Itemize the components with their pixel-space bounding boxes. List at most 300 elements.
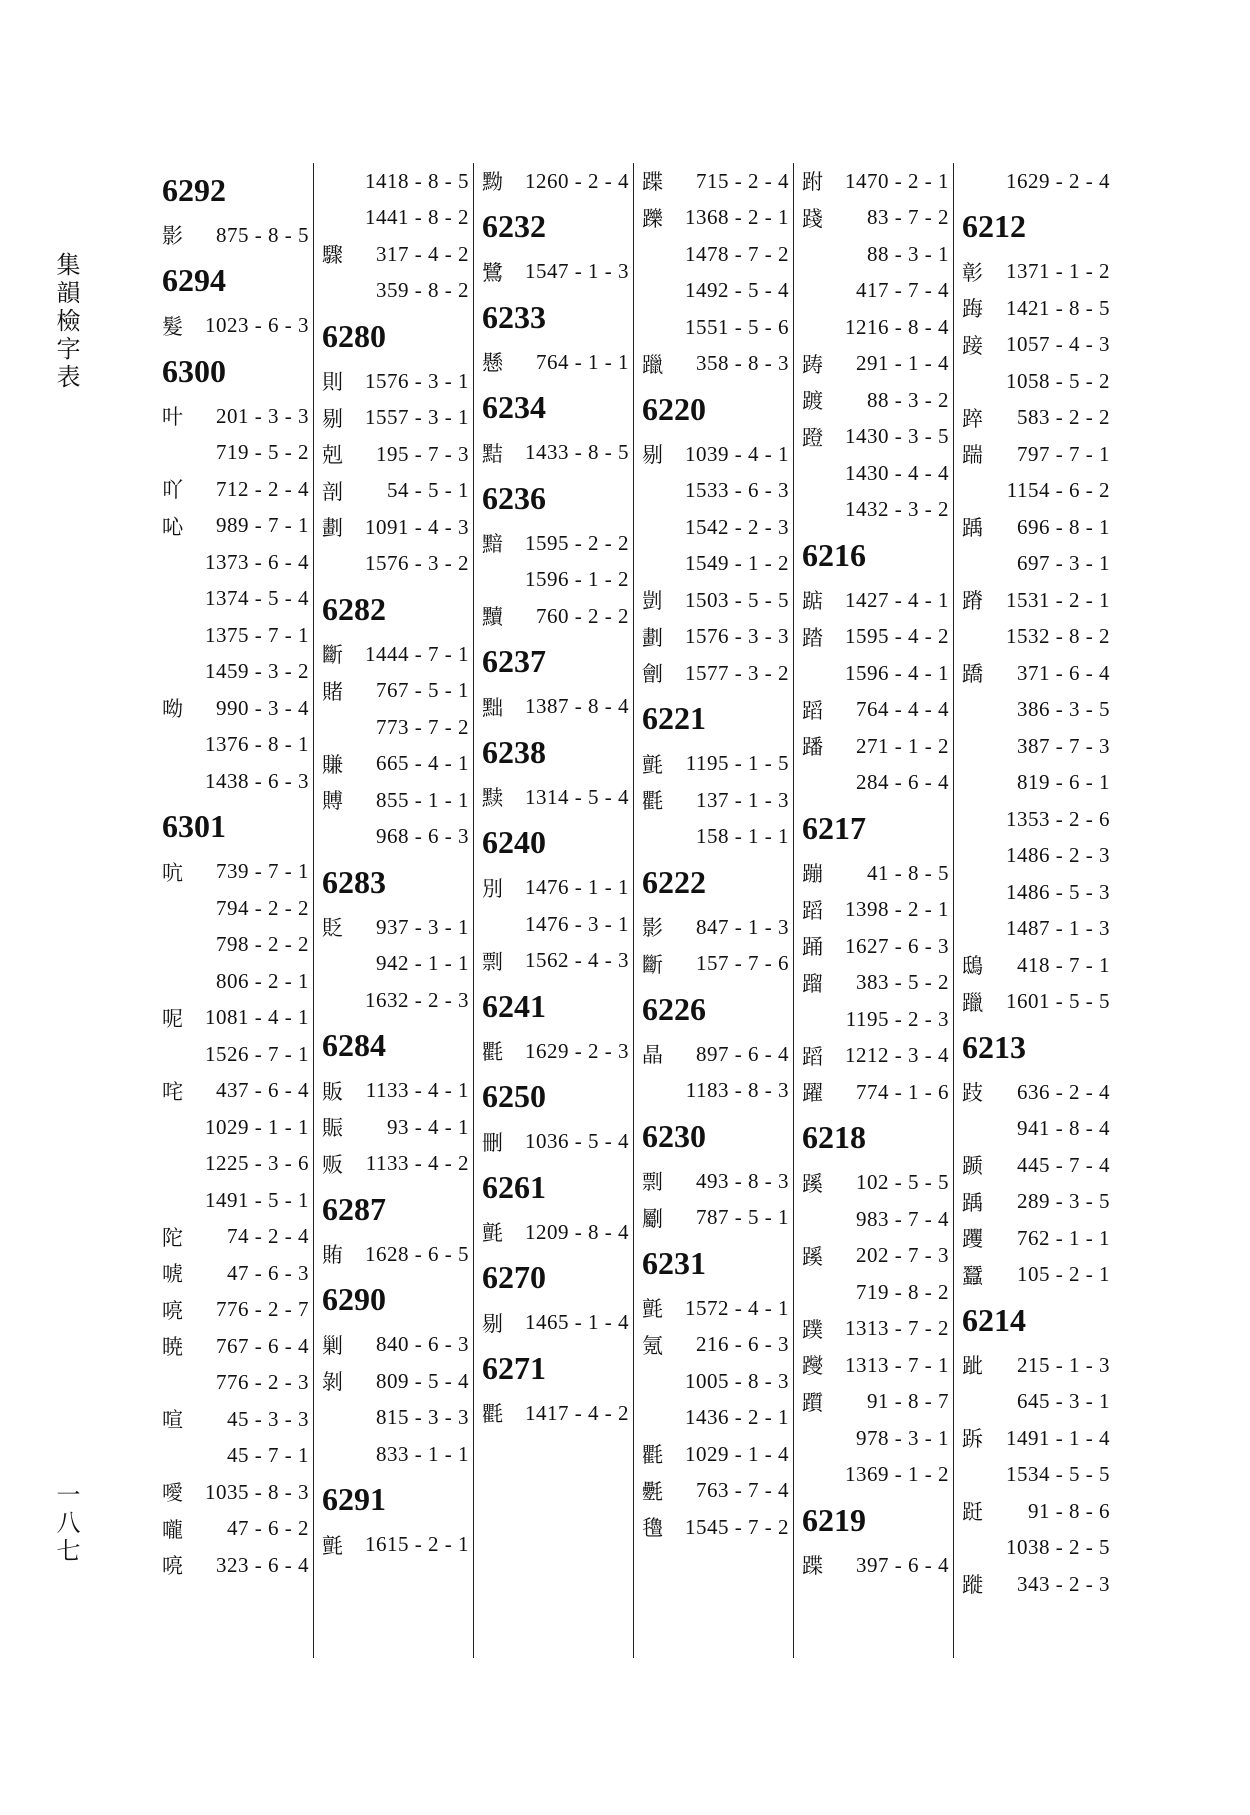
entry-reference: 45 - 3 - 3: [227, 1406, 309, 1431]
index-entry: [642, 309, 789, 346]
entry-reference: 1368 - 2 - 1: [685, 205, 789, 230]
index-entry: [162, 927, 309, 964]
entry-character: 剽: [642, 1170, 663, 1195]
entry-character: 跅: [962, 1427, 983, 1452]
entry-reference: 1438 - 6 - 3: [205, 768, 309, 793]
index-entry: [482, 598, 629, 635]
entry-character: 踽: [962, 1190, 983, 1215]
entry-character: 躒: [642, 206, 663, 231]
entry-reference: 1418 - 8 - 5: [365, 168, 469, 193]
index-entry: [802, 1420, 949, 1457]
index-entry: [322, 946, 469, 983]
section-heading: 6220: [642, 390, 706, 427]
entry-reference: 1533 - 6 - 3: [685, 478, 789, 503]
section-heading: 6300: [162, 352, 226, 389]
section-heading: 6236: [482, 479, 546, 516]
section-heading: 6212: [962, 208, 1026, 244]
entry-reference: 776 - 2 - 3: [216, 1370, 309, 1395]
entry-reference: 1459 - 3 - 2: [205, 659, 309, 684]
index-entry: [802, 455, 949, 492]
entry-reference: 359 - 8 - 2: [376, 278, 469, 303]
entry-reference: 1376 - 8 - 1: [205, 732, 309, 757]
entry-character: 蹀: [802, 1554, 823, 1579]
index-entry: [802, 965, 949, 1002]
section-heading: 6284: [322, 1027, 386, 1063]
entry-reference: 1547 - 1 - 3: [525, 259, 629, 284]
index-entry: [162, 1511, 309, 1548]
index-entry: [642, 946, 789, 983]
index-entry: [962, 838, 1110, 875]
index-entry: [162, 763, 309, 800]
index-entry: [642, 746, 789, 783]
entry-reference: 1374 - 5 - 4: [205, 586, 309, 611]
entry-character: 蹐: [962, 589, 983, 614]
entry-reference: 1375 - 7 - 1: [205, 622, 309, 647]
entry-character: 懸: [482, 351, 503, 376]
index-entry: [482, 1214, 629, 1251]
entry-reference: 1577 - 3 - 2: [685, 660, 789, 685]
entry-reference: 1260 - 2 - 4: [525, 168, 629, 193]
index-entry: [962, 1457, 1110, 1494]
index-entry: [642, 1363, 789, 1400]
entry-reference: 358 - 8 - 3: [696, 351, 789, 376]
entry-reference: 343 - 2 - 3: [1017, 1571, 1110, 1596]
entry-reference: 1551 - 5 - 6: [685, 314, 789, 339]
section-heading: 6233: [482, 298, 546, 335]
entry-character: 躓: [802, 1390, 823, 1415]
index-entry: [322, 673, 469, 710]
entry-character: 跂: [962, 1081, 983, 1106]
entry-character: 劃: [642, 625, 663, 650]
section-heading: 6237: [482, 643, 546, 679]
entry-reference: 941 - 8 - 4: [1017, 1116, 1110, 1141]
entry-character: 氪: [642, 1333, 663, 1358]
index-entry: [322, 1400, 469, 1437]
entry-character: 唬: [162, 1262, 183, 1287]
entry-character: 咤: [162, 1079, 183, 1104]
entry-character: 賑: [322, 1116, 343, 1141]
entry-reference: 158 - 1 - 1: [696, 824, 789, 849]
section-heading: 6217: [802, 809, 866, 846]
entry-character: 髮: [162, 314, 183, 339]
entry-reference: 762 - 1 - 1: [1017, 1225, 1110, 1250]
index-entry: [962, 728, 1110, 765]
index-entry: [162, 1328, 309, 1365]
entry-character: 斷: [322, 643, 343, 668]
index-entry: [802, 492, 949, 529]
entry-reference: 1216 - 8 - 4: [845, 314, 949, 339]
entry-reference: 1313 - 7 - 2: [845, 1316, 949, 1341]
index-entry: [962, 473, 1110, 510]
entry-reference: 990 - 3 - 4: [216, 695, 309, 720]
entry-reference: 1373 - 6 - 4: [205, 549, 309, 574]
index-entry: [322, 1527, 469, 1564]
entry-reference: 1470 - 2 - 1: [845, 168, 949, 193]
section-heading: 6270: [482, 1259, 546, 1295]
index-entry: [482, 163, 629, 200]
entry-reference: 1133 - 4 - 1: [365, 1078, 469, 1103]
entry-character: 黠: [482, 441, 503, 466]
entry-reference: 1526 - 7 - 1: [205, 1041, 309, 1066]
entry-reference: 1183 - 8 - 3: [685, 1078, 789, 1103]
index-entry: [962, 363, 1110, 400]
entry-reference: 1629 - 2 - 4: [1006, 168, 1110, 193]
entry-reference: 855 - 1 - 1: [376, 787, 469, 812]
index-entry: [162, 1547, 309, 1584]
index-entry: [962, 1074, 1110, 1111]
entry-reference: 763 - 7 - 4: [696, 1478, 789, 1503]
entry-reference: 157 - 7 - 6: [696, 951, 789, 976]
index-entry: [322, 473, 469, 510]
entry-reference: 1486 - 2 - 3: [1006, 843, 1110, 868]
entry-reference: 1476 - 3 - 1: [525, 911, 629, 936]
entry-reference: 696 - 8 - 1: [1017, 514, 1110, 539]
entry-reference: 1036 - 5 - 4: [525, 1129, 629, 1154]
entry-reference: 317 - 4 - 2: [376, 241, 469, 266]
index-column: [154, 163, 314, 1658]
entry-reference: 1057 - 4 - 3: [1006, 332, 1110, 357]
index-entry: [482, 254, 629, 291]
entry-character: 別: [482, 876, 503, 901]
entry-character: 氍: [642, 1443, 663, 1468]
section-heading: 6292: [162, 171, 226, 208]
section-heading: 6238: [482, 733, 546, 770]
entry-reference: 1534 - 5 - 5: [1006, 1462, 1110, 1487]
index-entry: [962, 1257, 1110, 1294]
entry-character: 黜: [482, 695, 503, 720]
entry-reference: 1154 - 6 - 2: [1006, 478, 1110, 503]
entry-reference: 88 - 3 - 2: [867, 387, 949, 412]
index-entry: [322, 1073, 469, 1110]
entry-reference: 1627 - 6 - 3: [845, 933, 949, 958]
section-heading: 6232: [482, 208, 546, 244]
index-entry: [962, 984, 1110, 1021]
index-entry: [162, 1474, 309, 1511]
entry-reference: 1091 - 4 - 3: [365, 514, 469, 539]
index-column: [634, 163, 794, 1658]
entry-reference: 847 - 1 - 3: [696, 914, 789, 939]
entry-reference: 437 - 6 - 4: [216, 1078, 309, 1103]
index-entry: [162, 398, 309, 435]
entry-reference: 875 - 8 - 5: [216, 222, 309, 247]
entry-reference: 1491 - 1 - 4: [1006, 1425, 1110, 1450]
entry-reference: 195 - 7 - 3: [376, 441, 469, 466]
section-heading: 6240: [482, 824, 546, 860]
entry-reference: 1430 - 4 - 4: [845, 460, 949, 485]
entry-reference: 1039 - 4 - 1: [685, 441, 789, 466]
entry-character: 躐: [642, 352, 663, 377]
entry-reference: 289 - 3 - 5: [1017, 1189, 1110, 1214]
entry-reference: 968 - 6 - 3: [376, 824, 469, 849]
index-entry: [802, 1347, 949, 1384]
entry-reference: 1433 - 8 - 5: [525, 440, 629, 465]
entry-reference: 1465 - 1 - 4: [525, 1310, 629, 1335]
index-entry: [962, 254, 1110, 291]
entry-reference: 47 - 6 - 3: [227, 1260, 309, 1285]
entry-character: 跐: [962, 1354, 983, 1379]
entry-character: 剋: [322, 443, 343, 468]
section-heading: 6214: [962, 1301, 1026, 1338]
entry-character: 躩: [962, 1227, 983, 1252]
entry-character: 賺: [322, 752, 343, 777]
index-entry: [962, 1147, 1110, 1184]
index-entry: [642, 655, 789, 692]
index-entry: [482, 525, 629, 562]
entry-reference: 1557 - 3 - 1: [365, 405, 469, 430]
entry-reference: 739 - 7 - 1: [216, 859, 309, 884]
index-entry: [162, 1401, 309, 1438]
index-entry: [482, 435, 629, 472]
index-entry: [962, 655, 1110, 692]
index-entry: [802, 692, 949, 729]
index-entry: [322, 1327, 469, 1364]
index-entry: [162, 1438, 309, 1475]
index-entry: [482, 779, 629, 816]
index-entry: [162, 308, 309, 345]
entry-character: 剴: [642, 589, 663, 614]
entry-reference: 815 - 3 - 3: [376, 1405, 469, 1430]
index-entry: [642, 473, 789, 510]
entry-reference: 323 - 6 - 4: [216, 1552, 309, 1577]
entry-character: 蹊: [802, 1244, 823, 1269]
index-entry: [162, 581, 309, 618]
index-entry: [962, 400, 1110, 437]
entry-reference: 93 - 4 - 1: [387, 1114, 469, 1139]
entry-reference: 942 - 1 - 1: [376, 951, 469, 976]
index-entry: [802, 309, 949, 346]
section-heading: 6261: [482, 1168, 546, 1205]
section-heading: 6271: [482, 1349, 546, 1386]
index-entry: [322, 746, 469, 783]
entry-character: 踌: [802, 352, 823, 377]
entry-character: 躞: [802, 1354, 823, 1379]
entry-reference: 1542 - 2 - 3: [685, 514, 789, 539]
index-entry: [962, 1384, 1110, 1421]
entry-reference: 1029 - 1 - 4: [685, 1441, 789, 1466]
entry-character: 氍: [642, 789, 663, 814]
entry-character: 贩: [322, 1152, 343, 1177]
entry-character: 氍: [482, 1402, 503, 1427]
entry-reference: 794 - 2 - 2: [216, 895, 309, 920]
entry-character: 跗: [802, 170, 823, 195]
page-number: 一八七: [52, 1482, 80, 1566]
entry-character: 喨: [162, 1298, 183, 1323]
entry-reference: 840 - 6 - 3: [376, 1332, 469, 1357]
entry-reference: 1595 - 4 - 2: [845, 624, 949, 649]
entry-character: 剿: [322, 1333, 343, 1358]
index-entry: [322, 1236, 469, 1273]
entry-character: 陀: [162, 1225, 183, 1250]
entry-reference: 418 - 7 - 1: [1017, 952, 1110, 977]
entry-reference: 1487 - 1 - 3: [1006, 916, 1110, 941]
entry-reference: 767 - 6 - 4: [216, 1333, 309, 1358]
entry-character: 蹻: [962, 662, 983, 687]
index-entry: [962, 546, 1110, 583]
index-entry: [162, 508, 309, 545]
entry-character: 踊: [802, 935, 823, 960]
entry-character: 蹈: [802, 898, 823, 923]
entry-reference: 1491 - 5 - 1: [205, 1187, 309, 1212]
index-entry: [802, 1274, 949, 1311]
index-entry: [162, 1000, 309, 1037]
entry-reference: 386 - 3 - 5: [1017, 697, 1110, 722]
index-entry: [802, 1311, 949, 1348]
index-entry: [482, 562, 629, 599]
entry-reference: 1492 - 5 - 4: [685, 278, 789, 303]
section-heading: 6226: [642, 990, 706, 1027]
index-entry: [642, 1036, 789, 1073]
section-heading: 6283: [322, 863, 386, 900]
entry-reference: 1532 - 8 - 2: [1006, 624, 1110, 649]
entry-reference: 284 - 6 - 4: [856, 770, 949, 795]
index-entry: [642, 782, 789, 819]
index-entry: [482, 1033, 629, 1070]
entry-reference: 1441 - 8 - 2: [365, 205, 469, 230]
entry-reference: 937 - 3 - 1: [376, 914, 469, 939]
index-entry: [162, 1255, 309, 1292]
index-entry: [322, 636, 469, 673]
entry-character: 踽: [962, 516, 983, 541]
entry-reference: 371 - 6 - 4: [1017, 660, 1110, 685]
entry-character: 叶: [162, 405, 183, 430]
index-entry: [642, 1200, 789, 1237]
entry-reference: 1398 - 2 - 1: [845, 897, 949, 922]
entry-reference: 201 - 3 - 3: [216, 403, 309, 428]
index-entry: [322, 273, 469, 310]
entry-character: 喧: [162, 1408, 183, 1433]
index-column: [314, 163, 474, 1658]
entry-reference: 806 - 2 - 1: [216, 968, 309, 993]
entry-character: 剔: [642, 443, 663, 468]
entry-reference: 1432 - 3 - 2: [845, 497, 949, 522]
entry-character: 暁: [162, 1335, 183, 1360]
index-entry: [162, 727, 309, 764]
index-entry: [322, 1146, 469, 1183]
index-entry: [962, 1530, 1110, 1567]
section-heading: 6234: [482, 389, 546, 425]
entry-character: 黷: [482, 605, 503, 630]
index-entry: [802, 1238, 949, 1275]
entry-reference: 1628 - 6 - 5: [365, 1241, 469, 1266]
entry-character: 吣: [162, 514, 183, 539]
entry-reference: 417 - 7 - 4: [856, 278, 949, 303]
index-entry: [802, 1384, 949, 1421]
index-entry: [962, 1220, 1110, 1257]
section-heading: 6282: [322, 590, 386, 627]
index-entry: [962, 1111, 1110, 1148]
index-entry: [162, 1292, 309, 1329]
index-entry: [802, 382, 949, 419]
entry-character: 氈: [642, 752, 663, 777]
entry-reference: 776 - 2 - 7: [216, 1297, 309, 1322]
entry-character: 踇: [962, 297, 983, 322]
index-entry: [162, 654, 309, 691]
entry-character: 氍: [482, 1040, 503, 1065]
entry-character: 蹦: [802, 862, 823, 887]
entry-reference: 1595 - 2 - 2: [525, 530, 629, 555]
index-entry: [642, 163, 789, 200]
entry-reference: 1353 - 2 - 6: [1006, 806, 1110, 831]
index-entry: [802, 1547, 949, 1584]
entry-character: 噯: [162, 1481, 183, 1506]
index-entry: [482, 1305, 629, 1342]
entry-reference: 712 - 2 - 4: [216, 476, 309, 501]
entry-character: 氈: [642, 1297, 663, 1322]
entry-character: 氎: [642, 1479, 663, 1504]
section-heading: 6280: [322, 317, 386, 354]
entry-character: 呦: [162, 697, 183, 722]
entry-character: 黝: [482, 170, 503, 195]
index-entry: [802, 1165, 949, 1202]
index-entry: [162, 617, 309, 654]
entry-reference: 1478 - 7 - 2: [685, 241, 789, 266]
index-entry: [642, 819, 789, 856]
index-entry: [962, 765, 1110, 802]
index-entry: [802, 163, 949, 200]
entry-reference: 760 - 2 - 2: [536, 603, 629, 628]
section-heading: 6230: [642, 1117, 706, 1154]
index-entry: [322, 1363, 469, 1400]
index-entry: [482, 689, 629, 726]
entry-character: 黯: [482, 532, 503, 557]
index-entry: [162, 217, 309, 254]
index-entry: [962, 1566, 1110, 1603]
entry-character: 賄: [322, 1243, 343, 1268]
entry-reference: 787 - 5 - 1: [696, 1205, 789, 1230]
index-entry: [642, 1400, 789, 1437]
index-entry: [642, 1073, 789, 1110]
entry-character: 踱: [802, 389, 823, 414]
entry-reference: 1371 - 1 - 2: [1006, 259, 1110, 284]
entry-character: 晶: [642, 1043, 663, 1068]
entry-reference: 1436 - 2 - 1: [685, 1405, 789, 1430]
entry-character: 喨: [162, 1554, 183, 1579]
section-heading: 6294: [162, 262, 226, 298]
entry-reference: 1476 - 1 - 1: [525, 875, 629, 900]
section-heading: 6290: [322, 1281, 386, 1317]
index-entry: [642, 273, 789, 310]
entry-character: 剖: [322, 479, 343, 504]
entry-reference: 1576 - 3 - 2: [365, 551, 469, 576]
section-heading: 6219: [802, 1501, 866, 1538]
index-entry: [962, 947, 1110, 984]
entry-character: 刪: [482, 1130, 503, 1155]
index-entry: [322, 200, 469, 237]
entry-reference: 1313 - 7 - 1: [845, 1352, 949, 1377]
entry-reference: 764 - 1 - 1: [536, 349, 629, 374]
entry-reference: 91 - 8 - 6: [1028, 1498, 1110, 1523]
entry-character: 躍: [802, 1081, 823, 1106]
index-entry: [962, 327, 1110, 364]
index-entry: [962, 582, 1110, 619]
index-entry: [162, 690, 309, 727]
index-entry: [322, 436, 469, 473]
entry-character: 踮: [802, 589, 823, 614]
index-entry: [962, 1493, 1110, 1530]
entry-character: 蹊: [802, 1171, 823, 1196]
entry-reference: 387 - 7 - 3: [1017, 733, 1110, 758]
index-entry: [642, 509, 789, 546]
index-column: [474, 163, 634, 1658]
index-entry: [162, 1036, 309, 1073]
entry-reference: 1133 - 4 - 2: [365, 1151, 469, 1176]
entry-character: 劚: [642, 1206, 663, 1231]
entry-reference: 45 - 7 - 1: [227, 1443, 309, 1468]
entry-reference: 697 - 3 - 1: [1017, 551, 1110, 576]
entry-reference: 1576 - 3 - 1: [365, 368, 469, 393]
entry-reference: 583 - 2 - 2: [1017, 405, 1110, 430]
entry-reference: 719 - 8 - 2: [856, 1279, 949, 1304]
